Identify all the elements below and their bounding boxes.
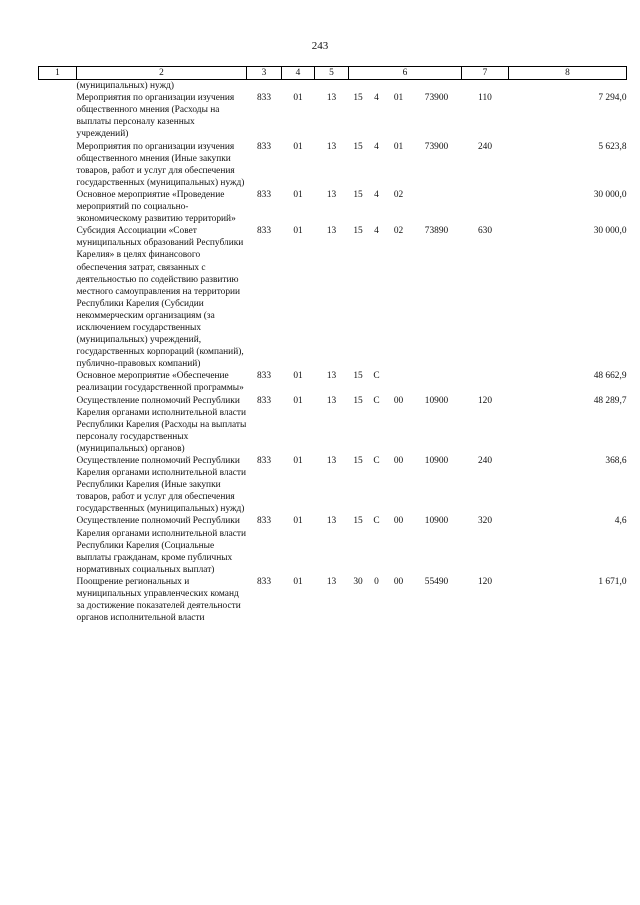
cell-name: Мероприятия по организации изучения общественного мнения (Расходы на выплаты персоналу казенных учреждений) — [76, 93, 235, 140]
cell-c: 00 — [393, 516, 404, 527]
header-col-8: 8 — [509, 67, 627, 80]
cell-c3: 833 — [256, 395, 272, 406]
cell-number — [39, 515, 77, 575]
cell-c8: 30 000,0 — [593, 189, 627, 200]
cell-c5: 13 — [326, 141, 337, 152]
header-col-6: 6 — [349, 67, 462, 80]
cell-name: Осуществление полномочий Республики Карелия органами исполнительной власти Республики Карелия (Социальные выплаты гражданам, кроме публичных нормативных социальных выплат) — [76, 516, 247, 575]
cell-c4 — [282, 80, 315, 93]
cell-b: 4 — [374, 189, 379, 200]
cell-c7: 240 — [477, 456, 493, 466]
cell-d: 10900 — [424, 395, 449, 406]
header-col-7: 7 — [462, 67, 509, 80]
cell-c8: 48 289,7 — [593, 395, 627, 406]
table-row — [39, 141, 627, 189]
cell-c8: 4,6 — [614, 516, 627, 527]
cell-c5: 13 — [326, 456, 337, 466]
cell-c7: 630 — [477, 226, 493, 237]
cell-name: (муниципальных) нужд) — [76, 81, 174, 92]
table-row — [39, 225, 627, 370]
cell-name: Основное мероприятие «Проведение мероприятий по социально-экономическому развитию территорий» — [76, 189, 236, 225]
cell-d: 73900 — [424, 93, 449, 104]
cell-b: 4 — [374, 93, 379, 104]
cell-name: Осуществление полномочий Республики Карелия органами исполнительной власти Республики Карелия (Расходы на выплаты персоналу государственных (муниципальных) органов) — [76, 395, 247, 454]
cell-c5: 13 — [326, 395, 337, 406]
cell-c7 — [462, 370, 509, 394]
cell-c3: 833 — [256, 371, 272, 382]
header-col-4: 4 — [282, 67, 315, 80]
cell-number — [39, 225, 77, 370]
cell-b: С — [373, 395, 380, 406]
cell-c4: 01 — [293, 456, 303, 466]
cell-c: 02 — [393, 226, 404, 237]
table-header — [39, 67, 627, 80]
table-row — [39, 576, 627, 624]
cell-number — [39, 455, 77, 515]
cell-b: 4 — [374, 226, 379, 237]
cell-number — [39, 395, 77, 455]
cell-c5: 13 — [326, 189, 337, 200]
cell-c5: 13 — [326, 226, 337, 237]
cell-c8 — [509, 80, 627, 93]
header-col-5: 5 — [315, 67, 349, 80]
cell-d: 73900 — [424, 141, 449, 152]
cell-c5: 13 — [326, 516, 337, 527]
table-row — [39, 395, 627, 455]
cell-c3: 833 — [256, 93, 272, 104]
cell-c8: 1 671,0 — [598, 576, 627, 587]
cell-c4: 01 — [293, 371, 303, 382]
cell-b: 0 — [374, 576, 379, 587]
cell-c7: 120 — [477, 576, 493, 587]
cell-d: 10900 — [424, 516, 449, 527]
cell-c3: 833 — [256, 141, 272, 152]
cell-c: 00 — [393, 576, 404, 587]
cell-c4: 01 — [293, 516, 303, 527]
cell-d — [412, 80, 462, 93]
cell-number — [39, 80, 77, 93]
cell-c5 — [315, 80, 349, 93]
table-row — [39, 370, 627, 394]
header-col-2: 2 — [77, 67, 247, 80]
cell-number — [39, 92, 77, 140]
cell-c4: 01 — [293, 93, 303, 104]
header-col-3: 3 — [247, 67, 282, 80]
cell-name: Осуществление полномочий Республики Карелия органами исполнительной власти Республики Карелия (Иные закупки товаров, работ и услуг для обеспечения государственных (муниципальных) нужд) — [76, 456, 247, 515]
cell-c7: 320 — [477, 516, 493, 527]
cell-number — [39, 141, 77, 189]
cell-c3: 833 — [256, 516, 272, 527]
cell-c8: 5 623,8 — [598, 141, 627, 152]
cell-c4: 01 — [293, 576, 303, 587]
table-row — [39, 189, 627, 225]
cell-number — [39, 370, 77, 394]
cell-a: 15 — [353, 371, 363, 382]
cell-c7 — [462, 80, 509, 93]
cell-c7: 120 — [477, 395, 493, 406]
cell-a: 15 — [353, 189, 363, 200]
cell-d — [412, 370, 462, 394]
cell-a: 15 — [353, 395, 363, 406]
cell-c: 01 — [393, 141, 404, 152]
cell-b: С — [373, 371, 380, 382]
cell-b: С — [373, 456, 380, 466]
cell-c7: 240 — [477, 141, 493, 152]
cell-c4: 01 — [293, 141, 303, 152]
cell-c4: 01 — [293, 226, 303, 237]
cell-a: 15 — [353, 226, 363, 237]
cell-c8: 48 662,9 — [593, 371, 627, 382]
cell-b — [368, 80, 386, 93]
cell-a: 15 — [353, 93, 363, 104]
table-body — [39, 80, 627, 625]
cell-c3 — [247, 80, 282, 93]
cell-c: 01 — [393, 93, 404, 104]
cell-c7: 110 — [478, 93, 492, 104]
cell-c4: 01 — [293, 395, 303, 406]
cell-name: Основное мероприятие «Обеспечение реализации государственной программы» — [76, 371, 244, 394]
cell-c — [386, 80, 412, 93]
cell-c3: 833 — [256, 456, 272, 466]
cell-d: 55490 — [424, 576, 449, 587]
cell-d: 10900 — [424, 456, 449, 466]
cell-c8: 7 294,0 — [598, 93, 627, 104]
cell-d — [412, 189, 462, 225]
cell-number — [39, 189, 77, 225]
cell-c5: 13 — [326, 371, 337, 382]
cell-a — [349, 80, 368, 93]
cell-d: 73890 — [424, 226, 449, 237]
cell-c3: 833 — [256, 226, 272, 237]
table-row — [39, 92, 627, 140]
cell-c3: 833 — [256, 189, 272, 200]
cell-c8: 30 000,0 — [593, 226, 627, 237]
cell-c7 — [462, 189, 509, 225]
cell-b: С — [373, 516, 380, 527]
cell-a: 15 — [353, 456, 363, 466]
cell-a: 15 — [353, 141, 363, 152]
cell-c5: 13 — [326, 93, 337, 104]
cell-c4: 01 — [293, 189, 303, 200]
cell-c: 00 — [393, 456, 404, 466]
header-col-1: 1 — [39, 67, 77, 80]
page-number: 243 — [311, 40, 329, 52]
cell-name: Поощрение региональных и муниципальных управленческих команд за достижение показателей деятельности органов исполнительной власти — [76, 576, 241, 624]
table-row — [39, 80, 627, 93]
table-row — [39, 515, 627, 575]
budget-table — [38, 66, 627, 624]
cell-b: 4 — [374, 141, 379, 152]
table-row — [39, 455, 627, 515]
cell-c5: 13 — [326, 576, 337, 587]
cell-a: 30 — [353, 576, 363, 587]
cell-c3: 833 — [256, 576, 272, 587]
cell-c: 02 — [393, 189, 404, 200]
cell-c8: 368,6 — [605, 456, 627, 466]
cell-c: 00 — [393, 395, 404, 406]
cell-number — [39, 576, 77, 624]
cell-c — [386, 370, 412, 394]
cell-a: 15 — [353, 516, 363, 527]
cell-name: Мероприятия по организации изучения общественного мнения (Иные закупки товаров, работ и услуг для обеспечения государственных (муниципальных) нужд) — [76, 141, 245, 188]
cell-name: Субсидия Ассоциации «Совет муниципальных образований Республики Карелия» в целях финансового обеспечения затрат, связанных с деятельностью по содействию развитию местного самоуправления на территории Республики Карелия (Субсидии некоммерческим организациям (за исключением государственных (муниципальных) учреждений, государственных корпораций (компаний), публично-правовых компаний) — [76, 226, 244, 370]
